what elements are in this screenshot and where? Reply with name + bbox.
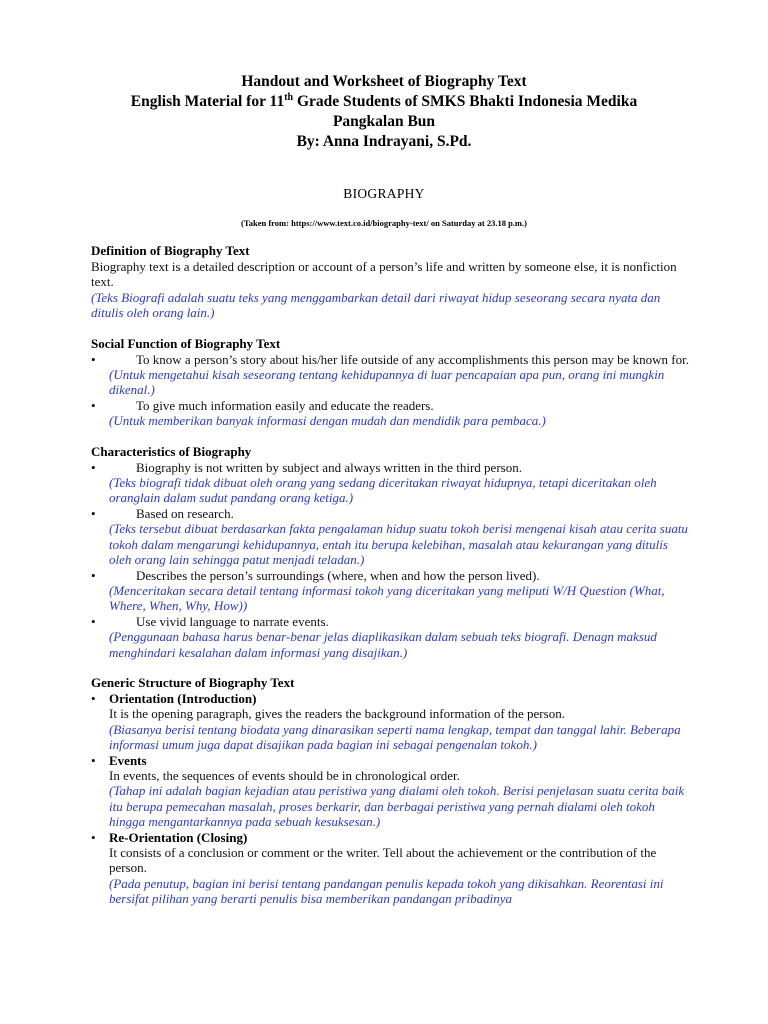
list-item-translation: (Untuk memberikan banyak informasi dengan mudah dan mendidik para pembaca.)	[109, 413, 546, 429]
list-item-translation: (Untuk mengetahui kisah seseorang tentang kehidupannya di luar pencapaian apa pun, orang ini mungkin dikenal.)	[109, 367, 665, 398]
bullet-icon: •	[91, 397, 96, 413]
list-item-translation: (Penggunaan bahasa harus benar-benar jelas diaplikasikan dalam sebuah teks biografi. Denagn maksud menghindari kesalahan dalam informasi yang disajikan.)	[109, 629, 657, 660]
list-item	[91, 398, 691, 429]
structure-translation: (Pada penutup, bagian ini berisi tentang pandangan penulis kepada tokoh yang dikisahkan. Reorentasi ini bersifat pilihan yang berarti penulis bisa memberikan pandangan pribadinya	[109, 875, 664, 907]
header-title: Handout and Worksheet of Biography Text	[241, 73, 527, 90]
definition-section	[91, 243, 691, 321]
list-item-text: Use vivid language to narrate events.	[136, 613, 329, 629]
social-function-title: Social Function of Biography Text	[91, 335, 281, 351]
list-item	[91, 614, 691, 660]
structure-heading: Orientation (Introduction)	[109, 690, 257, 706]
generic-structure-title: Generic Structure of Biography Text	[91, 674, 295, 690]
header-subtitle	[0, 92, 768, 112]
source-note: (Taken from: https://www.text.co.id/biography-text/ on Saturday at 23.18 p.m.)	[241, 218, 527, 228]
list-item-text: Based on research.	[136, 505, 234, 521]
structure-translation: (Biasanya berisi tentang biodata yang dinarasikan seperti nama lengkap, tempat dan tanggal lahir. Beberapa informasi umum juga dapat disajikan pada bagian ini sebagai pengenalan tokoh.)	[109, 721, 681, 753]
bullet-icon: •	[91, 505, 96, 521]
bullet-icon: •	[91, 829, 96, 845]
structure-heading: Events	[109, 752, 147, 768]
list-item-text: Describes the person’s surroundings (where, when and how the person lived).	[136, 567, 540, 583]
bullet-icon: •	[91, 613, 96, 629]
list-item	[91, 506, 691, 568]
list-item-translation: (Teks tersebut dibuat berdasarkan fakta pengalaman hidup suatu tokoh berisi mengenai kisah atau cerita suatu tokoh dalam mengarungi kehidupannya, entah itu berupa kelebihan, masalah atau kekurangan yang ditulis oleh orang lain sehingga patut menjadi teladan.)	[109, 521, 688, 568]
list-item	[91, 691, 691, 753]
structure-text: It is the opening paragraph, gives the readers the background information of the person.	[109, 706, 565, 722]
list-item	[91, 568, 691, 614]
header-subtitle-post: Grade Students of SMKS Bhakti Indonesia Medika	[293, 93, 638, 110]
structure-text: In events, the sequences of events should be in chronological order.	[109, 767, 460, 783]
header-subtitle-sup: th	[284, 91, 294, 103]
definition-text: Biography text is a detailed description or account of a person’s life and written by someone else, it is nonfiction text.	[91, 259, 677, 290]
list-item	[91, 753, 691, 830]
list-item	[91, 830, 691, 907]
definition-translation: (Teks Biografi adalah suatu teks yang menggambarkan detail dari riwayat hidup seseorang secara nyata dan ditulis oleh orang lain.)	[91, 289, 661, 321]
bullet-icon: •	[91, 752, 96, 768]
structure-heading: Re-Orientation (Closing)	[109, 829, 248, 845]
header-location: Pangkalan Bun	[332, 113, 436, 130]
document-header	[0, 72, 768, 152]
bullet-icon: •	[91, 567, 96, 583]
bullet-icon: •	[91, 690, 96, 706]
list-item-text: To know a person’s story about his/her life outside of any accomplishments this person may be known for.	[136, 351, 689, 367]
list-item	[91, 460, 691, 506]
generic-structure-section	[91, 675, 691, 907]
structure-text: It consists of a conclusion or comment or the writer. Tell about the achievement or the contribution of the person.	[109, 845, 657, 876]
list-item-text: To give much information easily and educate the readers.	[136, 397, 434, 413]
list-item-translation: (Menceritakan secara detail tentang informasi tokoh yang diceritakan yang meliputi W/H Question (What, Where, When, Why, How))	[109, 582, 665, 614]
list-item-translation: (Teks biografi tidak dibuat oleh orang yang sedang diceritakan riwayat hidupnya, tetapi diceritakan oleh oranglain dalam sudut pandang orang ketiga.)	[109, 475, 657, 506]
header-subtitle-pre: English Material for 11	[130, 93, 285, 110]
header-author: By: Anna Indrayani, S.Pd.	[296, 133, 472, 150]
definition-title: Definition of Biography Text	[91, 243, 250, 258]
document-body	[91, 243, 691, 907]
bullet-icon: •	[91, 351, 96, 367]
bullet-icon: •	[91, 459, 96, 475]
list-item-text: Biography is not written by subject and always written in the third person.	[136, 459, 522, 475]
biography-heading: BIOGRAPHY	[343, 186, 425, 201]
characteristics-section	[91, 444, 691, 660]
list-item	[91, 352, 691, 398]
social-function-section	[91, 336, 691, 429]
structure-translation: (Tahap ini adalah bagian kejadian atau peristiwa yang dialami oleh tokoh. Berisi penjelasan suatu cerita baik itu berupa pemecahan masalah, proses berkarir, dan berbagai peristiwa yang pernah dialami oleh tokoh hingga mengantarkannya pada sebuah kesuksesan.)	[109, 783, 685, 830]
characteristics-title: Characteristics of Biography	[91, 443, 252, 459]
